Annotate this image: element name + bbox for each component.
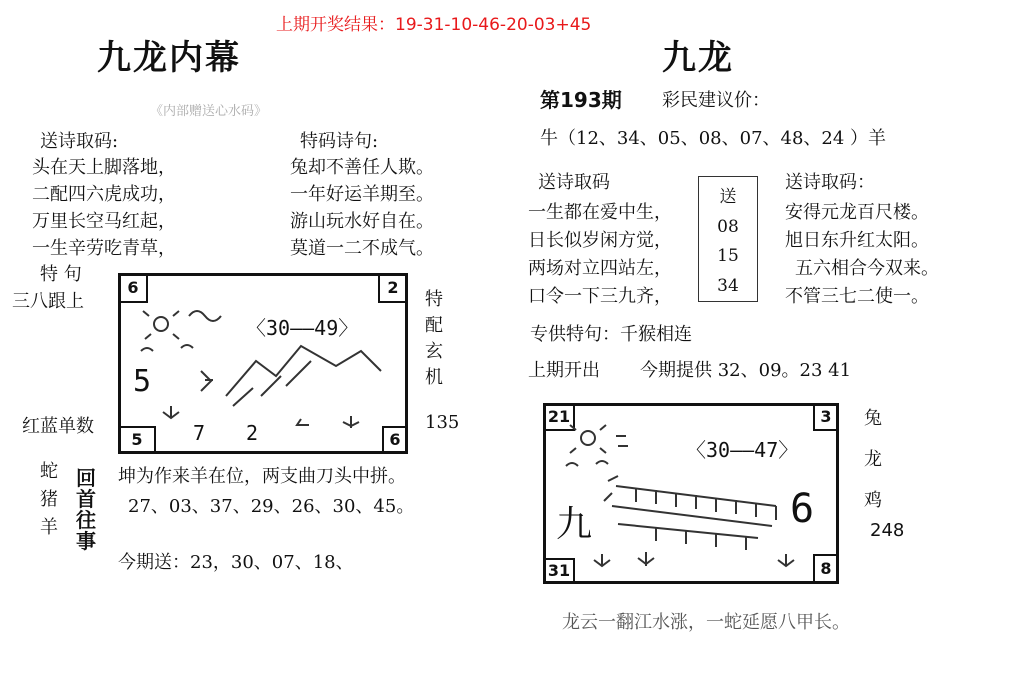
stamp-char: 往 [76, 508, 96, 532]
numbers-line: 27、03、37、29、26、30、45。 [128, 496, 415, 517]
stamp-char: 首 [76, 487, 96, 511]
hand-mark: 九 [556, 504, 593, 545]
zodiac-char: 猪 [40, 489, 58, 510]
issue-number: 第193期 [540, 88, 622, 112]
hand-mark: 2 [246, 421, 259, 445]
special-label: 特 句 [40, 264, 82, 285]
corner-number: 3 [813, 403, 839, 431]
zodiac-column [40, 458, 58, 542]
stamp-char: 回 [76, 466, 96, 490]
send-box-number: 34 [717, 276, 739, 297]
send-box-number: 15 [717, 246, 739, 267]
send-box-char: 送 [719, 186, 737, 207]
side-number: 135 [425, 412, 460, 433]
left-poem-right-line: 兔却不善任人欺。 [290, 157, 434, 178]
left-poem-line: 万里长空马红起， [32, 211, 176, 232]
right-drawing-box [543, 403, 839, 584]
sketch-drawing [546, 406, 836, 581]
left-poem-line: 一生辛劳吃青草， [32, 238, 176, 259]
send-box-number: 08 [717, 216, 739, 237]
left-poem-right-head: 特码诗句: [300, 131, 379, 152]
corner-number: 6 [382, 426, 408, 454]
right-poem-line: 两场对立四站左， [528, 258, 672, 279]
right-poem-right-line: 五六相合今双来。 [795, 258, 939, 279]
advice-line: 牛（12、34、05、08、07、48、24 ）羊 [540, 128, 887, 149]
left-poem-right-line: 莫道一二不成气。 [290, 238, 434, 259]
last-period-label: 上期开出 [528, 360, 600, 381]
right-poem-right-head: 送诗取码： [785, 172, 875, 193]
stamp-char: 事 [76, 529, 96, 553]
advice-label: 彩民建议价： [662, 90, 770, 111]
left-poem-right-line: 游山玩水好自在。 [290, 211, 434, 232]
side-char: 玄 [425, 341, 443, 362]
right-poem-right-line: 不管三七二使一。 [785, 286, 929, 307]
left-poem-right-line: 一年好运羊期至。 [290, 184, 434, 205]
corner-number: 31 [543, 558, 575, 584]
zodiac-char: 鸡 [864, 490, 882, 511]
side-text-column [425, 287, 443, 391]
verse-line: 坤为作来羊在位，两支曲刀头中拼。 [118, 466, 406, 487]
zodiac-number: 248 [870, 520, 905, 541]
corner-number: 21 [543, 403, 575, 431]
corner-number: 2 [378, 273, 408, 303]
zodiac-char: 龙 [864, 449, 882, 470]
left-poem-line: 头在天上脚落地， [32, 157, 176, 178]
corner-number: 8 [813, 554, 839, 584]
side-char: 配 [425, 315, 443, 336]
right-poem-right-line: 旭日东升红太阳。 [785, 230, 929, 251]
stamp-column [76, 468, 96, 552]
right-poem-head: 送诗取码 [538, 172, 610, 193]
left-subtitle: 《内部赠送心水码》 [150, 104, 268, 119]
zodiac-column-right [864, 398, 882, 521]
range-label: 〈30——49〉 [246, 316, 359, 340]
footer-verse: 龙云一翻江水涨，一蛇延愿八甲长。 [562, 612, 850, 633]
zodiac-char: 兔 [864, 408, 882, 429]
hand-mark: 6 [790, 486, 815, 532]
left-drawing-box [118, 273, 408, 454]
redblue-label: 红蓝单数 [22, 416, 94, 437]
special-line: 专供特句：千猴相连 [530, 324, 692, 345]
zodiac-char: 蛇 [40, 461, 58, 482]
range-label: 〈30——47〉 [686, 438, 799, 462]
hand-mark: 7 [193, 421, 206, 445]
right-poem-line: 口令一下三九齐， [528, 286, 672, 307]
last-result-header: 上期开奖结果：19-31-10-46-20-03+45 [276, 15, 592, 35]
corner-number: 5 [118, 426, 156, 454]
send-line: 今期送：23，30、07、18、 [118, 552, 354, 573]
left-poem-head: 送诗取码: [40, 131, 119, 152]
this-period-line: 今期提供 32、09。23 41 [640, 360, 852, 381]
corner-number: 6 [118, 273, 148, 303]
special-text: 三八跟上 [12, 291, 84, 312]
hand-mark: 5 [133, 364, 152, 399]
side-char: 特 [425, 289, 443, 310]
sketch-drawing [121, 276, 405, 451]
right-title: 九龙 [662, 38, 734, 78]
send-box [698, 176, 758, 302]
side-char: 机 [425, 367, 443, 388]
right-poem-right-line: 安得元龙百尺楼。 [785, 202, 929, 223]
left-poem-line: 二配四六虎成功， [32, 184, 176, 205]
right-poem-line: 日长似岁闲方觉， [528, 230, 672, 251]
zodiac-char: 羊 [40, 517, 58, 538]
left-title: 九龙内幕 [97, 38, 241, 78]
right-poem-line: 一生都在爱中生， [528, 202, 672, 223]
